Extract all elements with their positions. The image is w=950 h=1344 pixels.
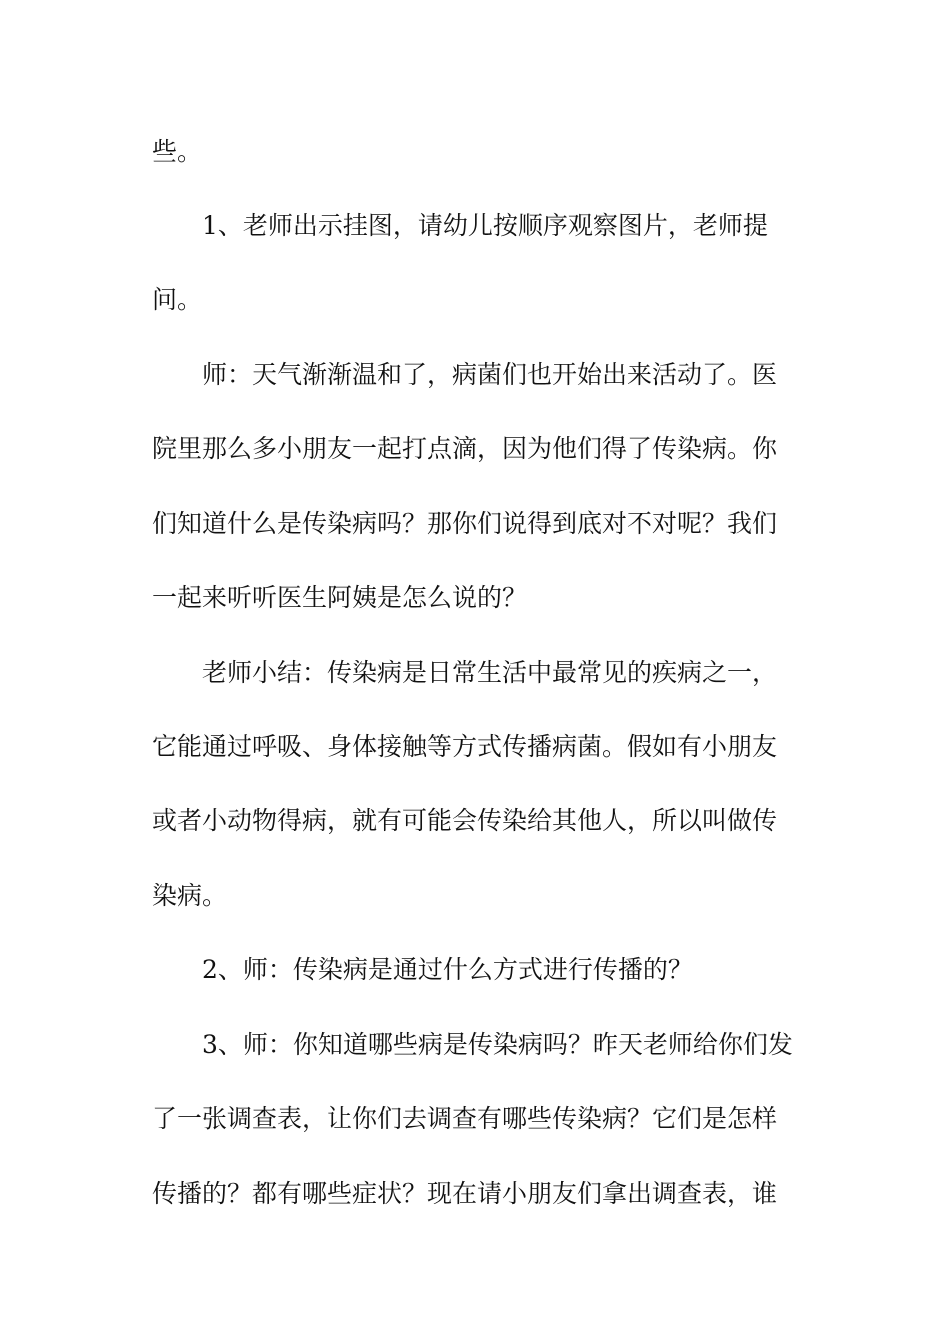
paragraph-start-line: 2、师：传染病是通过什么方式进行传播的？ [202, 955, 693, 984]
text-line: 们知道什么是传染病吗？那你们说得到底对不对呢？我们 [152, 509, 778, 538]
text-line: 它能通过呼吸、身体接触等方式传播病菌。假如有小朋友 [152, 732, 778, 761]
paragraph-start-line: 老师小结：传染病是日常生活中最常见的疾病之一， [202, 658, 778, 687]
text-line: 一起来听听医生阿姨是怎么说的？ [152, 583, 528, 612]
paragraph-start-line: 1、老师出示挂图，请幼儿按顺序观察图片，老师提 [202, 211, 768, 240]
text-line: 问。 [152, 285, 203, 314]
paragraph-start-line: 3、师：你知道哪些病是传染病吗？昨天老师给你们发 [202, 1030, 793, 1059]
text-line: 传播的？都有哪些症状？现在请小朋友们拿出调查表，谁 [152, 1179, 778, 1208]
text-line: 了一张调查表，让你们去调查有哪些传染病？它们是怎样 [152, 1104, 778, 1133]
text-line: 院里那么多小朋友一起打点滴，因为他们得了传染病。你 [152, 434, 778, 463]
text-line: 些。 [152, 137, 203, 166]
paragraph-start-line: 师：天气渐渐温和了，病菌们也开始出来活动了。医 [202, 360, 778, 389]
text-line: 染病。 [152, 881, 228, 910]
text-line: 或者小动物得病，就有可能会传染给其他人，所以叫做传 [152, 806, 778, 835]
